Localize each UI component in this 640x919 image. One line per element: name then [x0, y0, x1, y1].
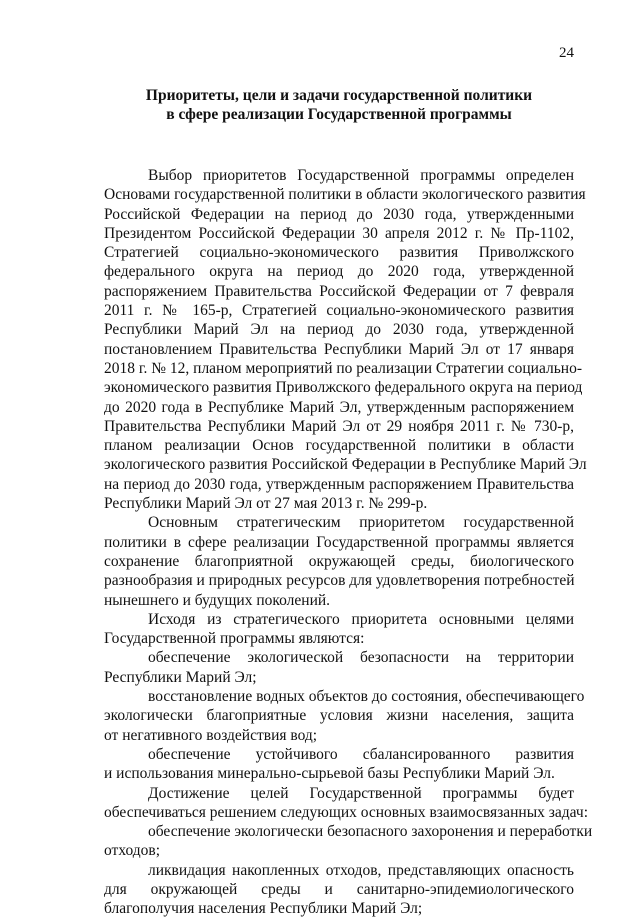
text-line: для окружающей среды и санитарно-эпидемиологического	[104, 880, 574, 898]
body-text	[104, 166, 593, 919]
text-line: обеспечение экологически безопасного захоронения и переработки	[148, 823, 593, 841]
text-line: Правительства Республики Марий Эл от 29 ноября 2011 г. № 730-р,	[104, 417, 574, 435]
text-line: распоряжением Правительства Российской Федерации от 7 февраля	[104, 282, 574, 300]
text-line: от негативного воздействия вод;	[104, 726, 318, 744]
section-heading-line-2: в сфере реализации Государственной программы	[166, 106, 512, 123]
text-line: постановлением Правительства Республики Марий Эл от 17 января	[104, 340, 574, 358]
text-line: экономического развития Приволжского федерального округа на период	[104, 379, 583, 397]
text-line: на период до 2030 года, утвержденным распоряжением Правительства	[104, 475, 574, 493]
text-line: до 2020 года в Республике Марий Эл, утвержденным распоряжением	[104, 398, 574, 416]
text-line: Республики Марий Эл;	[104, 668, 257, 686]
text-line: отходов;	[104, 842, 161, 860]
text-line: восстановление водных объектов до состояния, обеспечивающего	[148, 688, 585, 706]
text-line: обеспечение устойчивого сбалансированного развития	[148, 745, 574, 763]
text-line: экологического развития Российской Федерации в Республике Марий Эл	[104, 456, 587, 474]
text-line: планом реализации Основ государственной политики в области	[104, 437, 574, 455]
text-line: Выбор приоритетов Государственной программы определен	[148, 167, 574, 184]
text-line: разнообразия и природных ресурсов для удовлетворения потребностей	[104, 572, 575, 590]
text-line: 2018 г. № 12, планом мероприятий по реализации Стратегии социально-	[104, 359, 582, 377]
text-line: сохранение благоприятной окружающей среды, биологического	[104, 552, 574, 570]
text-line: экологически благоприятные условия жизни населения, защита	[104, 707, 574, 725]
text-line: Основным стратегическим приоритетом государственной	[148, 514, 574, 532]
section-heading-line-1: Приоритеты, цели и задачи государственной политики	[145, 87, 533, 104]
text-line: федерального округа на период до 2020 года, утвержденной	[104, 263, 574, 281]
text-line: ликвидация накопленных отходов, представляющих опасность	[148, 861, 574, 879]
text-line: политики в сфере реализации Государственной программы является	[104, 533, 574, 551]
text-line: Основами государственной политики в области экологического развития	[104, 186, 586, 204]
page-number: 24	[559, 45, 574, 61]
text-line: нынешнего и будущих поколений.	[104, 591, 331, 609]
text-line: 2011 г. № 165-р, Стратегией социально-экономического развития	[104, 302, 574, 320]
text-line: Президентом Российской Федерации 30 апреля 2012 г. № Пр-1102,	[104, 224, 574, 242]
text-line: Достижение целей Государственной программы будет	[148, 784, 574, 802]
text-line: Республики Марий Эл от 27 мая 2013 г. № 299-р.	[104, 495, 428, 513]
text-line: Республики Марий Эл на период до 2030 года, утвержденной	[104, 321, 574, 339]
text-line: обеспечение экологической безопасности на территории	[148, 649, 574, 667]
text-line: обеспечиваться решением следующих основных взаимосвязанных задач:	[104, 803, 589, 821]
text-line: и использования минерально-сырьевой базы Республики Марий Эл.	[104, 765, 555, 783]
text-line: Государственной программы являются:	[104, 630, 365, 648]
text-line: Российской Федерации на период до 2030 года, утвержденными	[104, 205, 574, 223]
text-line: Стратегией социально-экономического развития Приволжского	[104, 244, 574, 262]
text-line: благополучия населения Республики Марий Эл;	[104, 900, 423, 918]
text-line: Исходя из стратегического приоритета основными целями	[148, 610, 574, 628]
